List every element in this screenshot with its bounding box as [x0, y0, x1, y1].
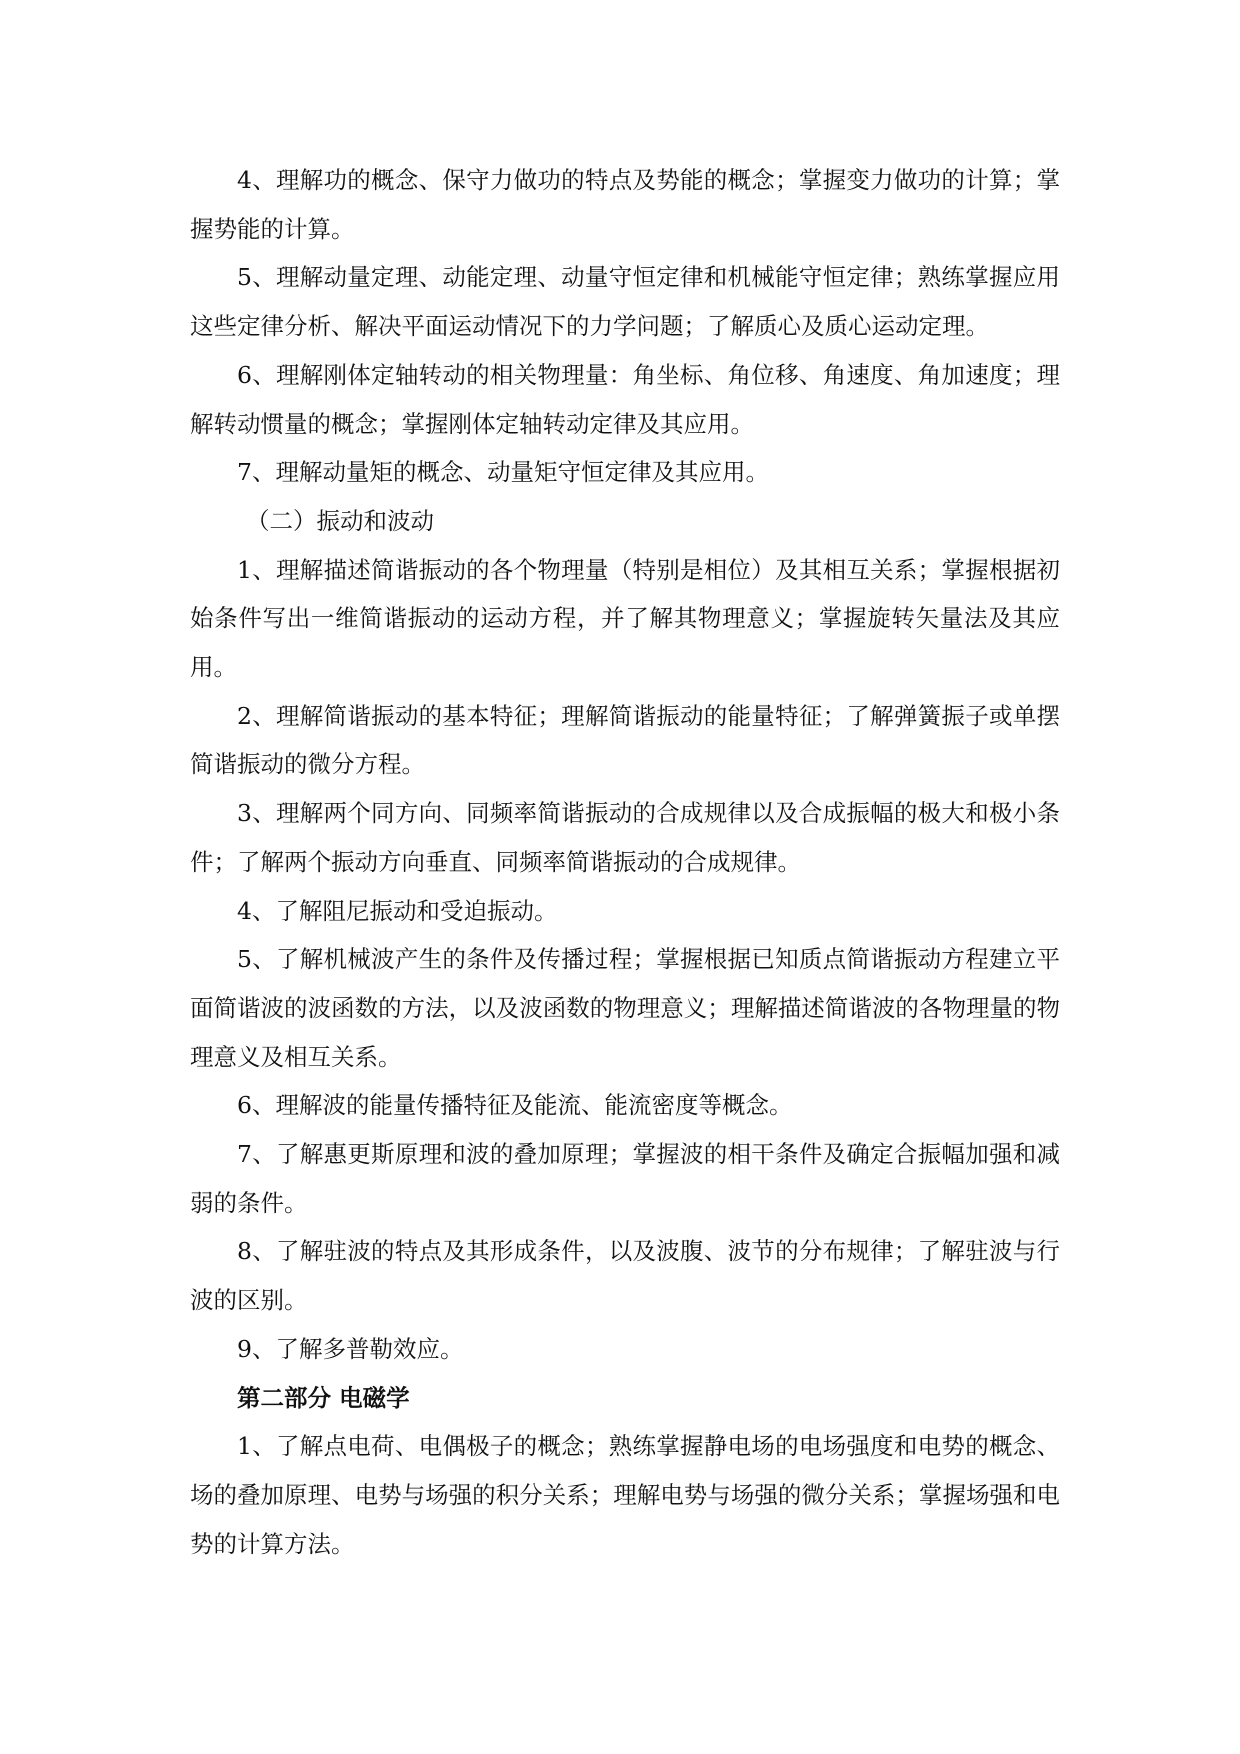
paragraph-vibration-6: 6、理解波的能量传播特征及能流、能流密度等概念。: [237, 1091, 793, 1120]
paragraph-mechanics-6: 6、理解刚体定轴转动的相关物理量：角坐标、角位移、角速度、角加速度；理解转动惯量的概念；掌握刚体定轴转动定律及其应用。: [190, 360, 1060, 438]
page-content: [190, 156, 1060, 1568]
section-heading-vibration: （二）振动和波动: [246, 506, 434, 535]
paragraph-mechanics-7: 7、理解动量矩的概念、动量矩守恒定律及其应用。: [237, 458, 769, 487]
paragraph-vibration-3: 3、理解两个同方向、同频率简谐振动的合成规律以及合成振幅的极大和极小条件；了解两个振动方向垂直、同频率简谐振动的合成规律。: [190, 799, 1060, 876]
paragraph-vibration-8: 8、了解驻波的特点及其形成条件，以及波腹、波节的分布规律；了解驻波与行波的区别。: [190, 1237, 1060, 1315]
paragraph-mechanics-4: 4、理解功的概念、保守力做功的特点及势能的概念；掌握变力做功的计算；掌握势能的计算。: [190, 166, 1060, 243]
paragraph-electromagnetism-1: 1、了解点电荷、电偶极子的概念；熟练掌握静电场的电场强度和电势的概念、场的叠加原理、电势与场强的积分关系；理解电势与场强的微分关系；掌握场强和电势的计算方法。: [190, 1432, 1060, 1558]
paragraph-vibration-4: 4、了解阻尼振动和受迫振动。: [237, 896, 558, 925]
paragraph-vibration-9: 9、了解多普勒效应。: [237, 1334, 464, 1363]
paragraph-vibration-7: 7、了解惠更斯原理和波的叠加原理；掌握波的相干条件及确定合振幅加强和减弱的条件。: [190, 1140, 1060, 1217]
paragraph-vibration-1: 1、理解描述简谐振动的各个物理量（特别是相位）及其相互关系；掌握根据初始条件写出一维简谐振动的运动方程，并了解其物理意义；掌握旋转矢量法及其应用。: [190, 555, 1060, 682]
paragraph-vibration-2: 2、理解简谐振动的基本特征；理解简谐振动的能量特征；了解弹簧振子或单摆简谐振动的微分方程。: [190, 701, 1060, 779]
paragraph-vibration-5: 5、了解机械波产生的条件及传播过程；掌握根据已知质点简谐振动方程建立平面简谐波的波函数的方法，以及波函数的物理意义；理解描述简谐波的各物理量的物理意义及相互关系。: [190, 945, 1060, 1071]
paragraph-mechanics-5: 5、理解动量定理、动能定理、动量守恒定律和机械能守恒定律；熟练掌握应用这些定律分析、解决平面运动情况下的力学问题；了解质心及质心运动定理。: [190, 263, 1060, 341]
part-title-electromagnetism: 第二部分 电磁学: [237, 1383, 410, 1412]
